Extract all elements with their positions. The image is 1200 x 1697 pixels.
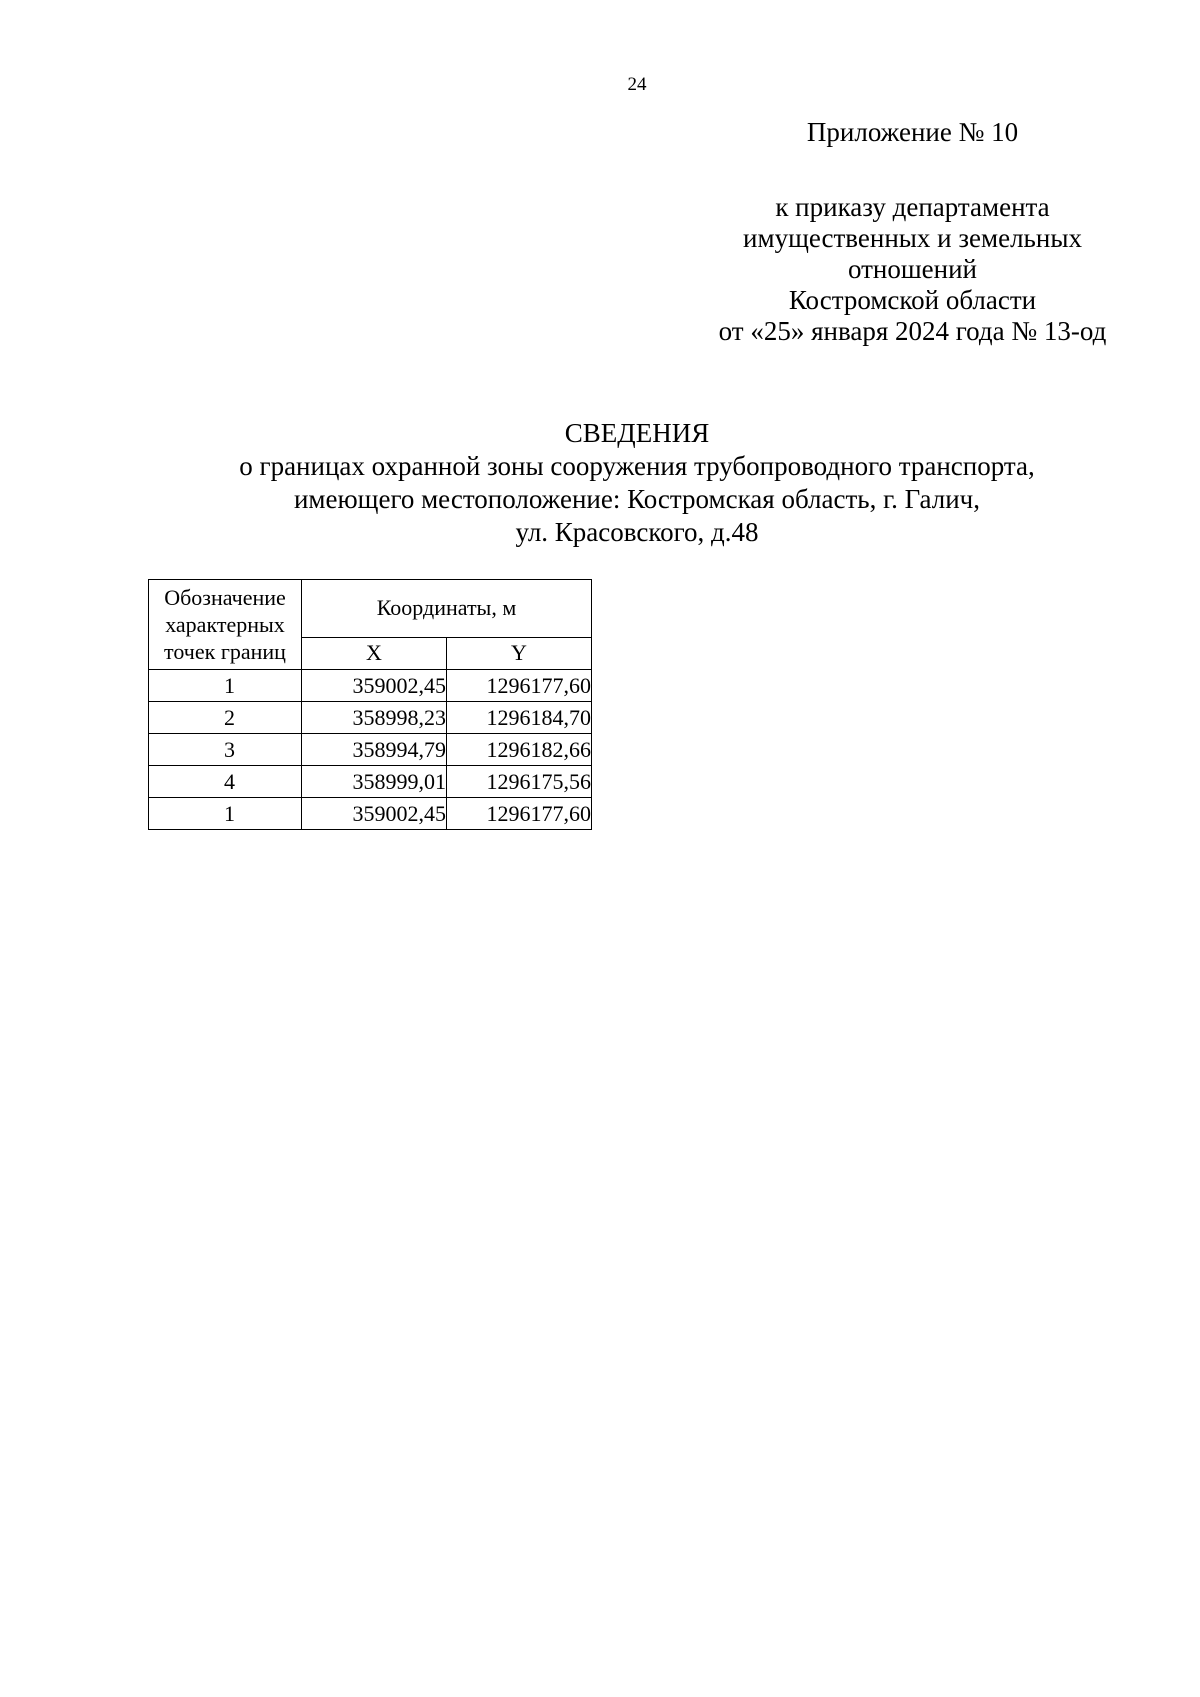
coordinates-header: Координаты, м bbox=[302, 580, 592, 638]
table-row bbox=[149, 798, 592, 830]
point-designation-header bbox=[149, 580, 302, 670]
order-ref-line: к приказу департамента bbox=[775, 192, 1050, 222]
point-header-line: характерных bbox=[165, 612, 285, 637]
point-cell: 1 bbox=[149, 670, 302, 702]
table-row bbox=[149, 702, 592, 734]
y-cell: 1296175,56 bbox=[447, 766, 592, 798]
y-cell: 1296184,70 bbox=[447, 702, 592, 734]
order-ref-line: имущественных и земельных bbox=[743, 223, 1082, 253]
appendix-title: Приложение № 10 bbox=[806, 117, 1019, 147]
x-cell: 359002,45 bbox=[302, 798, 447, 830]
x-cell: 359002,45 bbox=[302, 670, 447, 702]
x-cell: 358998,23 bbox=[302, 702, 447, 734]
x-cell: 358999,01 bbox=[302, 766, 447, 798]
order-reference bbox=[650, 192, 1175, 347]
point-cell: 1 bbox=[149, 798, 302, 830]
document-heading bbox=[120, 417, 1154, 549]
y-cell: 1296177,60 bbox=[447, 798, 592, 830]
table-row bbox=[149, 766, 592, 798]
order-ref-line: отношений bbox=[847, 254, 977, 284]
point-cell: 4 bbox=[149, 766, 302, 798]
point-header-line: точек границ bbox=[164, 639, 286, 664]
heading-line: о границах охранной зоны сооружения трубопроводного транспорта, bbox=[239, 451, 1035, 481]
y-column-header: Y bbox=[447, 637, 592, 669]
page-number: 24 bbox=[627, 74, 647, 95]
order-ref-line: Костромской области bbox=[788, 285, 1037, 315]
point-cell: 3 bbox=[149, 734, 302, 766]
heading-title: СВЕДЕНИЯ bbox=[564, 418, 710, 448]
y-cell: 1296182,66 bbox=[447, 734, 592, 766]
x-cell: 358994,79 bbox=[302, 734, 447, 766]
table-row bbox=[149, 734, 592, 766]
heading-line: имеющего местоположение: Костромская область, г. Галич, bbox=[293, 484, 981, 514]
table-row bbox=[149, 670, 592, 702]
y-cell: 1296177,60 bbox=[447, 670, 592, 702]
point-header-line: Обозначение bbox=[164, 585, 286, 610]
order-ref-line: от «25» января 2024 года № 13-од bbox=[718, 316, 1107, 346]
coordinates-table bbox=[148, 579, 592, 830]
point-cell: 2 bbox=[149, 702, 302, 734]
heading-line: ул. Красовского, д.48 bbox=[515, 517, 759, 547]
x-column-header: X bbox=[302, 637, 447, 669]
